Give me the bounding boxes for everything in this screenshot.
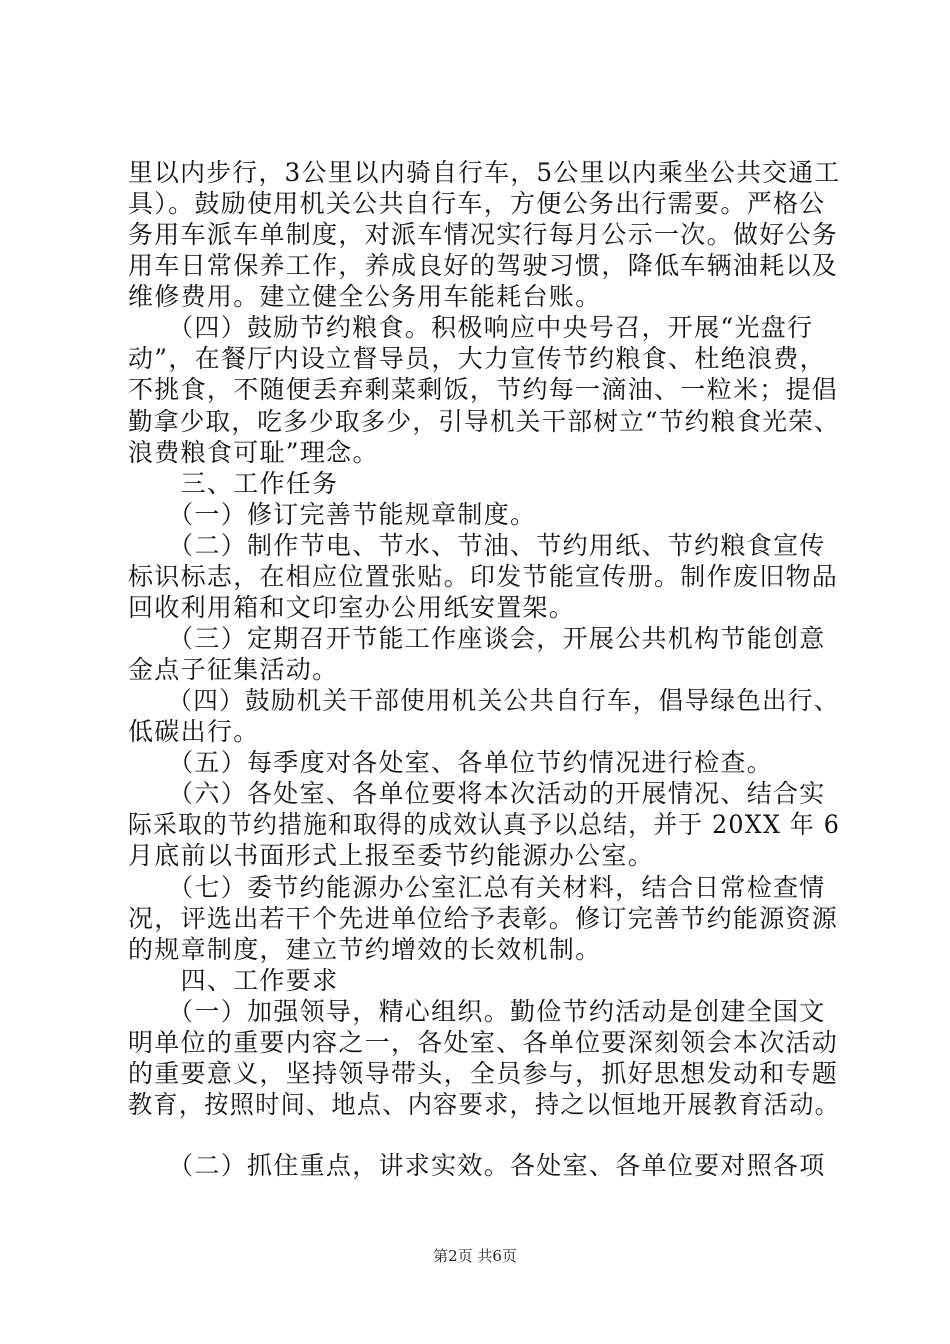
body-line: （二）制作节电、节水、节油、节约用纸、节约粮食宣传 <box>128 531 826 560</box>
body-line: 务用车派车单制度，对派车情况实行每月公示一次。做好公务 <box>128 220 839 249</box>
body-line: 月底前以书面形式上报至委节约能源办公室。 <box>128 841 655 870</box>
body-line: 具）。鼓励使用机关公共自行车，方便公务出行需要。严格公 <box>128 189 826 218</box>
body-line: （五）每季度对各处室、各单位节约情况进行检查。 <box>128 748 774 777</box>
body-line: 维修费用。建立健全公务用车能耗台账。 <box>128 282 602 311</box>
body-line: 回收利用箱和文印室办公用纸安置架。 <box>128 593 576 622</box>
body-line: 的重要意义，坚持领导带头，全员参与，抓好思想发动和专题 <box>128 1059 839 1088</box>
body-line: （六）各处室、各单位要将本次活动的开展情况、结合实 <box>128 779 826 808</box>
body-line: 际采取的节约措施和取得的成效认真予以总结，并于 20XX 年 6 <box>128 810 841 839</box>
body-line: 浪费粮食可耻”理念。 <box>128 438 379 467</box>
body-line: （四）鼓励机关干部使用机关公共自行车，倡导绿色出行、 <box>128 686 840 715</box>
body-line: 里以内步行，3公里以内骑自行车，5公里以内乘坐公共交通工 <box>128 158 841 187</box>
body-line: （七）委节约能源办公室汇总有关材料，结合日常检查情 <box>128 873 826 902</box>
body-line: （三）定期召开节能工作座谈会，开展公共机构节能创意 <box>128 624 826 653</box>
body-line: 况，评选出若干个先进单位给予表彰。修订完善节约能源资源 <box>128 904 839 933</box>
body-line: 明单位的重要内容之一，各处室、各单位要深刻领会本次活动 <box>128 1028 839 1057</box>
body-line: 勤拿少取，吃多少取多少，引导机关干部树立“节约粮食光荣、 <box>128 407 840 436</box>
body-line: 标识标志，在相应位置张贴。印发节能宣传册。制作废旧物品 <box>128 562 839 591</box>
section-heading: 四、工作要求 <box>128 966 339 995</box>
body-line: 金点子征集活动。 <box>128 655 339 684</box>
body-line: 用车日常保养工作，养成良好的驾驶习惯，降低车辆油耗以及 <box>128 251 839 280</box>
body-line: （一）修订完善节能规章制度。 <box>128 500 537 529</box>
body-line: （二）抓住重点，讲求实效。各处室、各单位要对照各项 <box>128 1151 826 1180</box>
body-line: （四）鼓励节约粮食。积极响应中央号召，开展“光盘行 <box>128 313 814 342</box>
body-line: 低碳出行。 <box>128 717 260 746</box>
body-line: 不挑食，不随便丢弃剩菜剩饭，节约每一滴油、一粒米；提倡 <box>128 375 839 404</box>
body-line: 的规章制度，建立节约增效的长效机制。 <box>128 935 602 964</box>
page-number-footer: 第2页 共6页 <box>433 1247 517 1265</box>
body-line: 动”，在餐厅内设立督导员，大力宣传节约粮食、杜绝浪费， <box>128 344 826 373</box>
body-line: 教育，按照时间、地点、内容要求，持之以恒地开展教育活动。 <box>128 1090 841 1119</box>
section-heading: 三、工作任务 <box>128 469 339 498</box>
body-line: （一）加强领导，精心组织。勤俭节约活动是创建全国文 <box>128 997 826 1026</box>
